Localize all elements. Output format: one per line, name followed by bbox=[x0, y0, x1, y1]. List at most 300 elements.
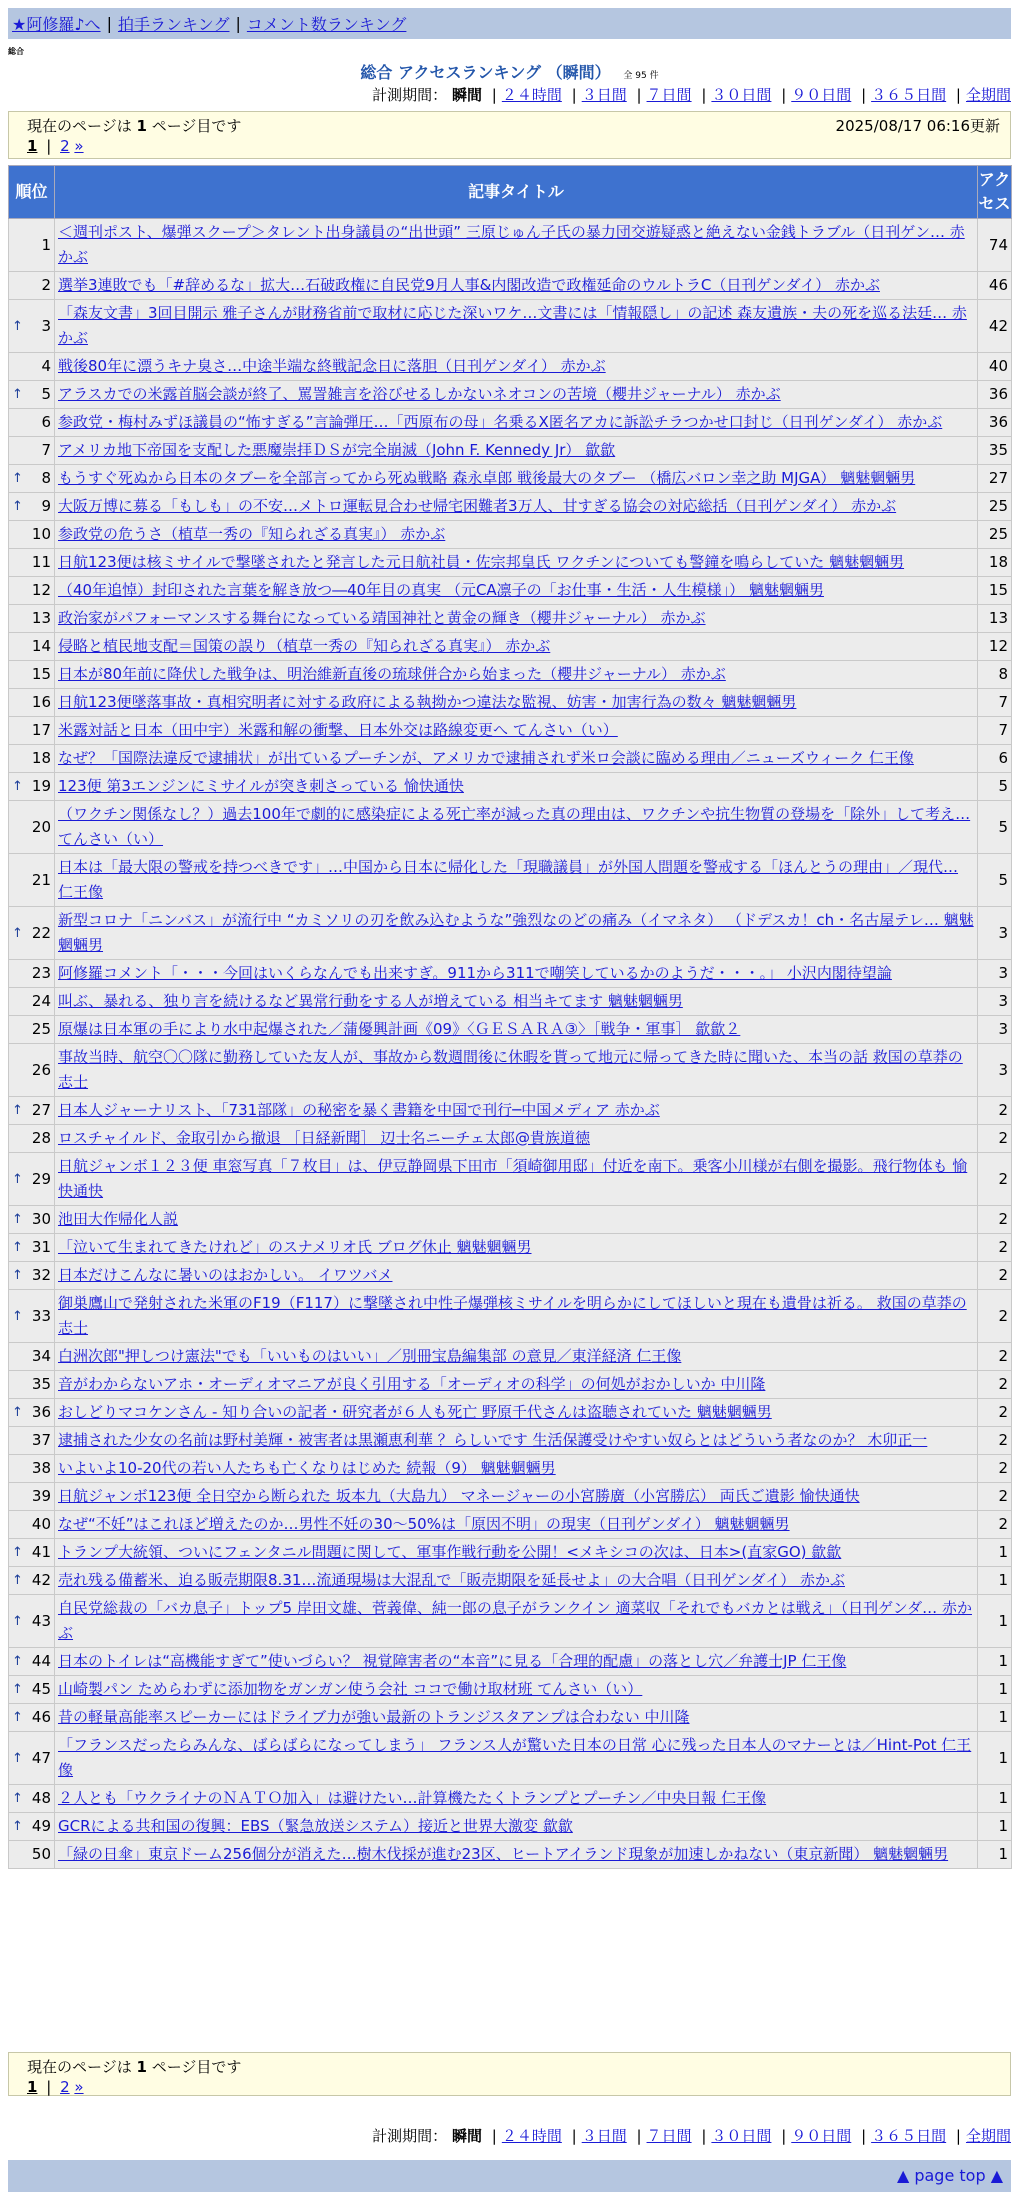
rank-up-arrow-icon: ↑ bbox=[12, 1573, 23, 1588]
access-count: 2 bbox=[978, 1483, 1012, 1511]
rank-cell bbox=[9, 907, 55, 960]
article-link[interactable]: ２人とも「ウクライナのＮＡＴＯ加入」は避けたい…計算機たたくトランプとプーチン／中央日報 仁王像 bbox=[58, 1789, 767, 1807]
rank-number: 8 bbox=[41, 469, 51, 487]
rank-number: 45 bbox=[31, 1680, 51, 1698]
access-count: 18 bbox=[978, 549, 1012, 577]
article-link[interactable]: 日本のトイレは“高機能すぎて”使いづらい？ 視覚障害者の“本音”に見る「合理的配慮」の落とし穴／弁護士JP 仁王像 bbox=[58, 1652, 847, 1670]
table-row bbox=[9, 1125, 1012, 1153]
table-row bbox=[9, 549, 1012, 577]
rank-cell bbox=[9, 689, 55, 717]
rank-cell bbox=[9, 1427, 55, 1455]
article-link[interactable]: 参政党・梅村みずほ議員の“怖すぎる”言論弾圧…「西原布の母」名乗るX匿名アカに訴訟チラつかせ口封じ（日刊ゲンダイ） 赤かぶ bbox=[58, 413, 943, 431]
rank-cell bbox=[9, 717, 55, 745]
article-link[interactable]: 「泣いて生まれてきたけれど」のスナメリオ氏 ブログ休止 魑魅魍魎男 bbox=[58, 1238, 532, 1256]
rank-number: 33 bbox=[31, 1306, 51, 1325]
rank-number: 32 bbox=[31, 1266, 51, 1284]
nav-link-comment-ranking[interactable]: コメント数ランキング bbox=[246, 15, 407, 34]
rank-cell bbox=[9, 219, 55, 272]
article-link[interactable]: 御巣鷹山で発射された米軍のF19（F117）に撃墜され中性子爆弾核ミサイルを明らかにしてほしいと現在も遺骨は祈る。 救国の草莽の志士 bbox=[58, 1294, 967, 1337]
article-link[interactable]: 日本人ジャーナリスト、「731部隊」の秘密を暴く書籍を中国で刊行─中国メディア 赤かぶ bbox=[58, 1101, 660, 1119]
rank-cell bbox=[9, 801, 55, 854]
article-link[interactable]: ロスチャイルド、金取引から撤退 ［日経新聞］ 辺士名ニーチェ太郎@貴族道徳 bbox=[58, 1129, 590, 1147]
access-count: 2 bbox=[978, 1371, 1012, 1399]
table-row bbox=[9, 1813, 1012, 1841]
nav-separator: | bbox=[235, 14, 241, 33]
access-count: 3 bbox=[978, 988, 1012, 1016]
rank-cell bbox=[9, 745, 55, 773]
title-cell bbox=[55, 801, 978, 854]
access-count: 2 bbox=[978, 1455, 1012, 1483]
table-row bbox=[9, 773, 1012, 801]
title-cell bbox=[55, 1813, 978, 1841]
rank-cell bbox=[9, 1483, 55, 1511]
table-row bbox=[9, 1676, 1012, 1704]
article-link[interactable]: 米露対話と日本（田中宇）米露和解の衝撃、日本外交は路線変更へ てんさい（い） bbox=[58, 721, 618, 739]
rank-up-arrow-icon: ↑ bbox=[12, 779, 23, 794]
pager-next-arrow[interactable]: » bbox=[74, 137, 84, 155]
table-row bbox=[9, 745, 1012, 773]
article-link[interactable]: 日航123便墜落事故・真相究明者に対する政府による執拗かつ違法な監視、妨害・加害行為の数々 魑魅魍魎男 bbox=[58, 693, 797, 711]
rank-number: 15 bbox=[31, 665, 51, 683]
title-cell bbox=[55, 381, 978, 409]
table-row bbox=[9, 381, 1012, 409]
rank-cell bbox=[9, 521, 55, 549]
rank-cell bbox=[9, 773, 55, 801]
rank-number: 14 bbox=[31, 637, 51, 655]
rank-cell bbox=[9, 988, 55, 1016]
rank-number: 2 bbox=[41, 276, 51, 294]
table-row bbox=[9, 1483, 1012, 1511]
current-page-text: 現在のページは 1 ページ目です bbox=[27, 117, 242, 135]
table-row bbox=[9, 465, 1012, 493]
rank-number: 29 bbox=[31, 1169, 51, 1188]
access-count: 2 bbox=[978, 1511, 1012, 1539]
article-link[interactable]: もうすぐ死ぬから日本のタブーを全部言ってから死ぬ戦略 森永卓郎 戦後最大のタブー （橋広バロン幸之助 MJGA） 魑魅魍魎男 bbox=[58, 469, 916, 487]
article-link[interactable]: 「緑の日傘」東京ドーム256個分が消えた…樹木伐採が進む23区、ヒートアイランド現象が加速しかねない（東京新聞） 魑魅魍魎男 bbox=[58, 1845, 949, 1863]
access-count: 1 bbox=[978, 1648, 1012, 1676]
rank-cell bbox=[9, 661, 55, 689]
title-cell bbox=[55, 1676, 978, 1704]
title-cell bbox=[55, 1153, 978, 1206]
title-cell bbox=[55, 493, 978, 521]
article-link[interactable]: 売れ残る備蓄米、迫る販売期限8.31…流通現場は大混乱で「販売期限を延長せよ」の大合唱（日刊ゲンダイ） 赤かぶ bbox=[58, 1571, 845, 1589]
rank-number: 21 bbox=[31, 870, 51, 889]
rank-number: 46 bbox=[31, 1708, 51, 1726]
article-link[interactable]: 侵略と植民地支配＝国策の誤り（植草一秀の『知られざる真実』） 赤かぶ bbox=[58, 637, 551, 655]
header-rank: 順位 bbox=[9, 166, 55, 219]
period-link-7d[interactable]: ７日間 bbox=[646, 86, 692, 104]
rank-up-arrow-icon: ↑ bbox=[12, 1240, 23, 1255]
rank-cell bbox=[9, 1206, 55, 1234]
article-link[interactable]: GCRによる共和国の復興：EBS（緊急放送システム）接近と世界大激変 歙歙 bbox=[58, 1817, 573, 1835]
rank-cell bbox=[9, 437, 55, 465]
article-link[interactable]: 山崎製パン ためらわずに添加物をガンガン使う会社 ココで働け取材班 てんさい（い） bbox=[58, 1680, 643, 1698]
rank-number: 41 bbox=[31, 1543, 51, 1561]
title-cell bbox=[55, 465, 978, 493]
rank-number: 44 bbox=[31, 1652, 51, 1670]
table-row bbox=[9, 1044, 1012, 1097]
title-cell bbox=[55, 1262, 978, 1290]
rank-cell bbox=[9, 409, 55, 437]
table-row bbox=[9, 605, 1012, 633]
article-link[interactable]: 日航ジャンボ123便 全日空から断られた 坂本九（大島九） マネージャーの小宮勝廣（小宮勝広） 両氏ご遺影 愉快通快 bbox=[58, 1487, 860, 1505]
access-count: 1 bbox=[978, 1676, 1012, 1704]
nav-link-clap-ranking[interactable]: 拍手ランキング bbox=[117, 15, 230, 34]
period-label: 計測期間： bbox=[372, 86, 448, 104]
article-link[interactable]: 大阪万博に募る「もしも」の不安…メトロ運転見合わせ帰宅困難者3万人、甘すぎる協会の対応総括（日刊ゲンダイ） 赤かぶ bbox=[58, 497, 897, 515]
article-link[interactable]: アメリカ地下帝国を支配した悪魔崇拝ＤＳが完全崩滅（John F. Kennedy Jr） 歙歙 bbox=[58, 441, 616, 459]
rank-number: 19 bbox=[31, 777, 51, 795]
pager: 1 | 2 » bbox=[27, 2078, 84, 2096]
header-access: アクセス bbox=[978, 166, 1012, 219]
rank-cell bbox=[9, 549, 55, 577]
rank-up-arrow-icon: ↑ bbox=[12, 1819, 23, 1834]
rank-number: 10 bbox=[31, 525, 51, 543]
article-link[interactable]: 「森友文書」3回目開示 雅子さんが財務省前で取材に応じた深いワケ…文書には「情報隠し」の記述 森友遺族・夫の死を巡る法廷… 赤かぶ bbox=[58, 304, 967, 347]
title-cell bbox=[55, 1455, 978, 1483]
rank-cell bbox=[9, 1125, 55, 1153]
table-row bbox=[9, 493, 1012, 521]
rank-cell bbox=[9, 854, 55, 907]
period-link-30d[interactable]: ３０日間 bbox=[711, 86, 772, 104]
title-cell bbox=[55, 1732, 978, 1785]
rank-up-arrow-icon: ↑ bbox=[12, 1750, 23, 1766]
article-link[interactable]: 戦後80年に漂うキナ臭さ…中途半端な終戦記念日に落胆（日刊ゲンダイ） 赤かぶ bbox=[58, 357, 606, 375]
table-row bbox=[9, 1206, 1012, 1234]
title-cell bbox=[55, 633, 978, 661]
rank-up-arrow-icon: ↑ bbox=[12, 925, 23, 941]
access-count: 13 bbox=[978, 605, 1012, 633]
rank-number: 30 bbox=[31, 1210, 51, 1228]
rank-number: 47 bbox=[31, 1748, 51, 1767]
table-row bbox=[9, 353, 1012, 381]
rank-number: 34 bbox=[31, 1347, 51, 1365]
period-link-90d[interactable]: ９０日間 bbox=[791, 86, 852, 104]
rank-cell bbox=[9, 1343, 55, 1371]
nav-link-asyura[interactable]: ★阿修羅♪へ bbox=[12, 15, 101, 34]
rank-number: 6 bbox=[41, 413, 51, 431]
article-link[interactable]: 123便 第3エンジンにミサイルが突き刺さっている 愉快通快 bbox=[58, 777, 464, 795]
title-cell bbox=[55, 1097, 978, 1125]
article-link[interactable]: 叫ぶ、暴れる、独り言を続けるなど異常行動をする人が増えている 相当キてます 魑魅魍魎男 bbox=[58, 992, 683, 1010]
pager-page-2[interactable]: 2 bbox=[60, 2078, 70, 2096]
period-link-365d[interactable]: ３６５日間 bbox=[871, 86, 947, 104]
access-count: 7 bbox=[978, 717, 1012, 745]
title-cell bbox=[55, 1343, 978, 1371]
table-row bbox=[9, 1343, 1012, 1371]
rank-up-arrow-icon: ↑ bbox=[12, 318, 23, 334]
article-link[interactable]: 日本だけこんなに暑いのはおかしい。 イワツバメ bbox=[58, 1266, 393, 1284]
nav-separator: | bbox=[106, 14, 112, 33]
article-link[interactable]: 日航ジャンボ１２３便 車窓写真「７枚目」は、伊豆静岡県下田市「須崎御用邸」付近を南下。乗客小川様が右側を撮影。飛行物体も 愉快通快 bbox=[58, 1157, 968, 1200]
article-link[interactable]: アラスカでの米露首脳会談が終了、罵詈雑言を浴びせるしかないネオコンの苦境（櫻井ジャーナル） 赤かぶ bbox=[58, 385, 781, 403]
table-row bbox=[9, 854, 1012, 907]
rank-cell bbox=[9, 1234, 55, 1262]
access-count: 2 bbox=[978, 1262, 1012, 1290]
rank-number: 48 bbox=[31, 1789, 51, 1807]
access-count: 1 bbox=[978, 1732, 1012, 1785]
access-count: 5 bbox=[978, 773, 1012, 801]
rank-cell bbox=[9, 577, 55, 605]
rank-number: 50 bbox=[31, 1845, 51, 1863]
period-link-3d[interactable]: ３日間 bbox=[581, 2127, 627, 2145]
rank-up-arrow-icon: ↑ bbox=[12, 1545, 23, 1560]
rank-number: 4 bbox=[41, 357, 51, 375]
access-count: 42 bbox=[978, 300, 1012, 353]
rank-number: 5 bbox=[41, 385, 51, 403]
article-link[interactable]: 政治家がパフォーマンスする舞台になっている靖国神社と黄金の輝き（櫻井ジャーナル） 赤かぶ bbox=[58, 609, 706, 627]
rank-up-arrow-icon: ↑ bbox=[12, 1268, 23, 1283]
article-link[interactable]: 日本は「最大限の警戒を持つべきです」…中国から日本に帰化した「現職議員」が外国人問題を警戒する「ほんとうの理由」／現代… 仁王像 bbox=[58, 858, 959, 901]
access-count: 12 bbox=[978, 633, 1012, 661]
title-cell bbox=[55, 219, 978, 272]
access-count: 2 bbox=[978, 1343, 1012, 1371]
access-count: 3 bbox=[978, 1016, 1012, 1044]
title-cell bbox=[55, 1595, 978, 1648]
article-link[interactable]: 自民党総裁の「バカ息子」トップ5 岸田文雄、菅義偉、純一郎の息子がランクイン 適菜収「それでもバカとは戦え」（日刊ゲンダ… 赤かぶ bbox=[58, 1599, 972, 1642]
title-cell bbox=[55, 1290, 978, 1343]
access-count: 40 bbox=[978, 353, 1012, 381]
article-link[interactable]: なぜ？「国際法違反で逮捕状」が出ているプーチンが、アメリカで逮捕されず米ロ会談に臨める理由／ニューズウィーク 仁王像 bbox=[58, 749, 914, 767]
article-link[interactable]: なぜ“不妊”はこれほど増えたのか…男性不妊の30～50%は「原因不明」の現実（日刊ゲンダイ） 魑魅魍魎男 bbox=[58, 1515, 790, 1533]
period-link-90d[interactable]: ９０日間 bbox=[791, 2127, 852, 2145]
rank-number: 40 bbox=[31, 1515, 51, 1533]
table-row bbox=[9, 1097, 1012, 1125]
table-row bbox=[9, 1016, 1012, 1044]
access-count: 2 bbox=[978, 1097, 1012, 1125]
article-link[interactable]: 日航123便は核ミサイルで撃墜されたと発言した元日航社員・佐宗邦皇氏 ワクチンについても警鐘を鳴らしていた 魑魅魍魎男 bbox=[58, 553, 905, 571]
rank-number: 18 bbox=[31, 749, 51, 767]
rank-cell bbox=[9, 1399, 55, 1427]
rank-up-arrow-icon: ↑ bbox=[12, 1103, 23, 1118]
rank-cell bbox=[9, 1290, 55, 1343]
rank-up-arrow-icon: ↑ bbox=[12, 1710, 23, 1725]
rank-number: 49 bbox=[31, 1817, 51, 1835]
rank-cell bbox=[9, 465, 55, 493]
rank-cell bbox=[9, 300, 55, 353]
rank-cell bbox=[9, 1785, 55, 1813]
table-row bbox=[9, 1455, 1012, 1483]
rank-up-arrow-icon: ↑ bbox=[12, 1654, 23, 1669]
title-cell bbox=[55, 1016, 978, 1044]
rank-up-arrow-icon: ↑ bbox=[12, 1171, 23, 1187]
table-row bbox=[9, 1648, 1012, 1676]
period-link-7d[interactable]: ７日間 bbox=[646, 2127, 692, 2145]
article-link[interactable]: 白洲次郎"押しつけ憲法"でも「いいものはいい」／別冊宝島編集部 の意見／東洋経済 仁王像 bbox=[58, 1347, 682, 1365]
title-cell bbox=[55, 1399, 978, 1427]
rank-cell bbox=[9, 493, 55, 521]
title-cell bbox=[55, 1648, 978, 1676]
table-row bbox=[9, 801, 1012, 854]
period-link-24h[interactable]: ２４時間 bbox=[501, 86, 562, 104]
rank-number: 25 bbox=[31, 1020, 51, 1038]
access-count: 5 bbox=[978, 854, 1012, 907]
article-link[interactable]: 選挙3連敗でも「#辞めるな」拡大…石破政権に自民党9月人事&内閣改造で政権延命のウルトラC（日刊ゲンダイ） 赤かぶ bbox=[58, 276, 880, 294]
title-cell bbox=[55, 1125, 978, 1153]
title-cell bbox=[55, 1539, 978, 1567]
title-cell bbox=[55, 907, 978, 960]
title-cell bbox=[55, 300, 978, 353]
top-nav-bar bbox=[8, 8, 1011, 39]
table-row bbox=[9, 1704, 1012, 1732]
table-row bbox=[9, 988, 1012, 1016]
table-row bbox=[9, 1262, 1012, 1290]
rank-number: 35 bbox=[31, 1375, 51, 1393]
title-cell bbox=[55, 549, 978, 577]
period-selector-bottom: 計測期間： 瞬間 | ２４時間 | ３日間 | ７日間 | ３０日間 | ９０日間 | ３６５日間 | 全期間 bbox=[372, 2127, 1011, 2145]
title-cell bbox=[55, 1044, 978, 1097]
title-cell bbox=[55, 1483, 978, 1511]
article-link[interactable]: 事故当時、航空〇〇隊に勤務していた友人が、事故から数週間後に休暇を貰って地元に帰ってきた時に聞いた、本当の話 救国の草莽の志士 bbox=[58, 1048, 963, 1091]
article-link[interactable]: 日本が80年前に降伏した戦争は、明治維新直後の琉球併合から始まった（櫻井ジャーナル） 赤かぶ bbox=[58, 665, 726, 683]
title-cell bbox=[55, 1704, 978, 1732]
rank-up-arrow-icon: ↑ bbox=[12, 387, 23, 402]
article-link[interactable]: 阿修羅コメント「・・・今回はいくらなんでも出来すぎ。911から311で嘲笑しているかのようだ・・・。」 小沢内閣待望論 bbox=[58, 964, 892, 982]
rank-number: 43 bbox=[31, 1611, 51, 1630]
rank-number: 37 bbox=[31, 1431, 51, 1449]
article-link[interactable]: いよいよ10-20代の若い人たちも亡くなりはじめた 続報（9） 魑魅魍魎男 bbox=[58, 1459, 556, 1477]
table-row bbox=[9, 1399, 1012, 1427]
rank-cell bbox=[9, 1648, 55, 1676]
rank-up-arrow-icon: ↑ bbox=[12, 1308, 23, 1324]
title-cell bbox=[55, 1841, 978, 1869]
title-cell bbox=[55, 272, 978, 300]
article-link[interactable]: 新型コロナ「ニンバス」が流行中 “カミソリの刃を飲み込むような”強烈なのどの痛み（イマネタ） （ドデスカ！ch・名古屋テレ… 魑魅魍魎男 bbox=[58, 911, 974, 954]
rank-cell bbox=[9, 1044, 55, 1097]
pager-current: 1 bbox=[27, 2078, 38, 2096]
access-count: 1 bbox=[978, 1539, 1012, 1567]
title-cell bbox=[55, 988, 978, 1016]
article-link[interactable]: （ワクチン関係なし？）過去100年で劇的に感染症による死亡率が減った真の理由は、ワクチンや抗生物質の登場を「除外」して考え… てんさい（い） bbox=[58, 805, 971, 848]
pager-page-2[interactable]: 2 bbox=[60, 137, 70, 155]
rank-cell bbox=[9, 1595, 55, 1648]
rank-cell bbox=[9, 1262, 55, 1290]
rank-number: 31 bbox=[31, 1238, 51, 1256]
rank-number: 38 bbox=[31, 1459, 51, 1477]
access-count: 2 bbox=[978, 1399, 1012, 1427]
title-cell bbox=[55, 960, 978, 988]
footer-bar bbox=[8, 2160, 1011, 2192]
period-link-all[interactable]: 全期間 bbox=[965, 2127, 1011, 2145]
period-link-24h[interactable]: ２４時間 bbox=[501, 2127, 562, 2145]
article-link[interactable]: 池田大作帰化人説 bbox=[58, 1210, 179, 1228]
table-row bbox=[9, 1595, 1012, 1648]
title-cell bbox=[55, 689, 978, 717]
access-count: 5 bbox=[978, 801, 1012, 854]
period-link-3d[interactable]: ３日間 bbox=[581, 86, 627, 104]
article-link[interactable]: 「フランスだったらみんな、ばらばらになってしまう」 フランス人が驚いた日本の日常 心に残った日本人のマナーとは／Hint-Pot 仁王像 bbox=[58, 1736, 972, 1779]
pager: 1 | 2 » bbox=[27, 137, 84, 155]
title-cell bbox=[55, 1371, 978, 1399]
table-row bbox=[9, 1567, 1012, 1595]
table-row bbox=[9, 907, 1012, 960]
title-cell bbox=[55, 745, 978, 773]
rank-number: 23 bbox=[31, 964, 51, 982]
rank-number: 3 bbox=[41, 316, 51, 335]
title-cell bbox=[55, 717, 978, 745]
pager-current: 1 bbox=[27, 137, 38, 155]
access-count: 35 bbox=[978, 437, 1012, 465]
rank-up-arrow-icon: ↑ bbox=[12, 499, 23, 514]
article-link[interactable]: ＜週刊ポスト、爆弾スクープ＞タレント出身議員の“出世頭” 三原じゅん子氏の暴力団交遊疑惑と絶えない金銭トラブル（日刊ゲン… 赤かぶ bbox=[58, 223, 965, 266]
period-current: 瞬間 bbox=[451, 86, 482, 104]
article-link[interactable]: おしどりマコケンさん - 知り合いの記者・研究者が６人も死亡 野原千代さんは盗聴されていた 魑魅魍魎男 bbox=[58, 1403, 772, 1421]
access-count: 36 bbox=[978, 409, 1012, 437]
header-title: 記事タイトル bbox=[55, 166, 978, 219]
table-row bbox=[9, 1290, 1012, 1343]
rank-up-arrow-icon: ↑ bbox=[12, 471, 23, 486]
pager-next-arrow[interactable]: » bbox=[74, 2078, 84, 2096]
period-link-all[interactable]: 全期間 bbox=[965, 86, 1011, 104]
ranking-table bbox=[8, 165, 1012, 1869]
rank-number: 24 bbox=[31, 992, 51, 1010]
access-count: 7 bbox=[978, 689, 1012, 717]
access-count: 74 bbox=[978, 219, 1012, 272]
access-count: 3 bbox=[978, 1044, 1012, 1097]
table-row bbox=[9, 1234, 1012, 1262]
rank-number: 39 bbox=[31, 1487, 51, 1505]
table-row bbox=[9, 437, 1012, 465]
table-row bbox=[9, 689, 1012, 717]
period-selector-top: 計測期間： 瞬間 | ２４時間 | ３日間 | ７日間 | ３０日間 | ９０日間 | ３６５日間 | 全期間 bbox=[372, 86, 1011, 104]
article-link[interactable]: 原爆は日本軍の手により水中起爆された／蒲優興計画《09》〈ＧＥＳＡＲＡ③〉［戦争・軍事］ 歙歙２ bbox=[58, 1020, 741, 1038]
rank-cell bbox=[9, 353, 55, 381]
access-count: 1 bbox=[978, 1567, 1012, 1595]
rank-cell bbox=[9, 1676, 55, 1704]
page-top-link[interactable]: ▲ page top ▲ bbox=[896, 2166, 1003, 2185]
rank-number: 17 bbox=[31, 721, 51, 739]
article-link[interactable]: 昔の軽量高能率スピーカーにはドライブ力が強い最新のトランジスタアンプは合わない 中川隆 bbox=[58, 1708, 690, 1726]
title-cell bbox=[55, 1567, 978, 1595]
title-cell bbox=[55, 605, 978, 633]
rank-cell bbox=[9, 1097, 55, 1125]
title-cell bbox=[55, 1427, 978, 1455]
period-link-365d[interactable]: ３６５日間 bbox=[871, 2127, 947, 2145]
rank-number: 1 bbox=[41, 235, 51, 254]
rank-number: 27 bbox=[31, 1101, 51, 1119]
article-link[interactable]: トランプ大統領、ついにフェンタニル問題に関して、軍事作戦行動を公開！<メキシコの次は、日本>(直家GO) 歙歙 bbox=[58, 1543, 842, 1561]
rank-number: 9 bbox=[41, 497, 51, 515]
rank-up-arrow-icon: ↑ bbox=[12, 1212, 23, 1227]
article-link[interactable]: 逮捕された少女の名前は野村美輝・被害者は黒瀬恵利華 ？らしいです 生活保護受けやすい奴らとはどういう者なのか？ 木卯正一 bbox=[58, 1431, 928, 1449]
table-row bbox=[9, 1841, 1012, 1869]
title-cell bbox=[55, 1206, 978, 1234]
title-cell bbox=[55, 1511, 978, 1539]
title-cell bbox=[55, 521, 978, 549]
article-link[interactable]: 参政党の危うさ（植草一秀の『知られざる真実』） 赤かぶ bbox=[58, 525, 446, 543]
access-count: 46 bbox=[978, 272, 1012, 300]
table-row bbox=[9, 633, 1012, 661]
access-count: 25 bbox=[978, 493, 1012, 521]
access-count: 1 bbox=[978, 1841, 1012, 1869]
access-count: 2 bbox=[978, 1234, 1012, 1262]
table-row bbox=[9, 1371, 1012, 1399]
rank-cell bbox=[9, 1567, 55, 1595]
period-link-30d[interactable]: ３０日間 bbox=[711, 2127, 772, 2145]
access-count: 3 bbox=[978, 907, 1012, 960]
article-link[interactable]: 音がわからないアホ・オーディオマニアが良く引用する「オーディオの科学」の何処がおかしいか 中川隆 bbox=[58, 1375, 766, 1393]
title-cell bbox=[55, 854, 978, 907]
access-count: 1 bbox=[978, 1595, 1012, 1648]
rank-cell bbox=[9, 1371, 55, 1399]
table-row bbox=[9, 1153, 1012, 1206]
access-count: 6 bbox=[978, 745, 1012, 773]
table-row bbox=[9, 300, 1012, 353]
article-link[interactable]: （40年追悼）封印された言葉を解き放つ―40年目の真実 （元CA凛子の「お仕事・生活・人生模様」） 魑魅魍魎男 bbox=[58, 581, 824, 599]
access-count: 3 bbox=[978, 960, 1012, 988]
table-row bbox=[9, 577, 1012, 605]
rank-number: 13 bbox=[31, 609, 51, 627]
